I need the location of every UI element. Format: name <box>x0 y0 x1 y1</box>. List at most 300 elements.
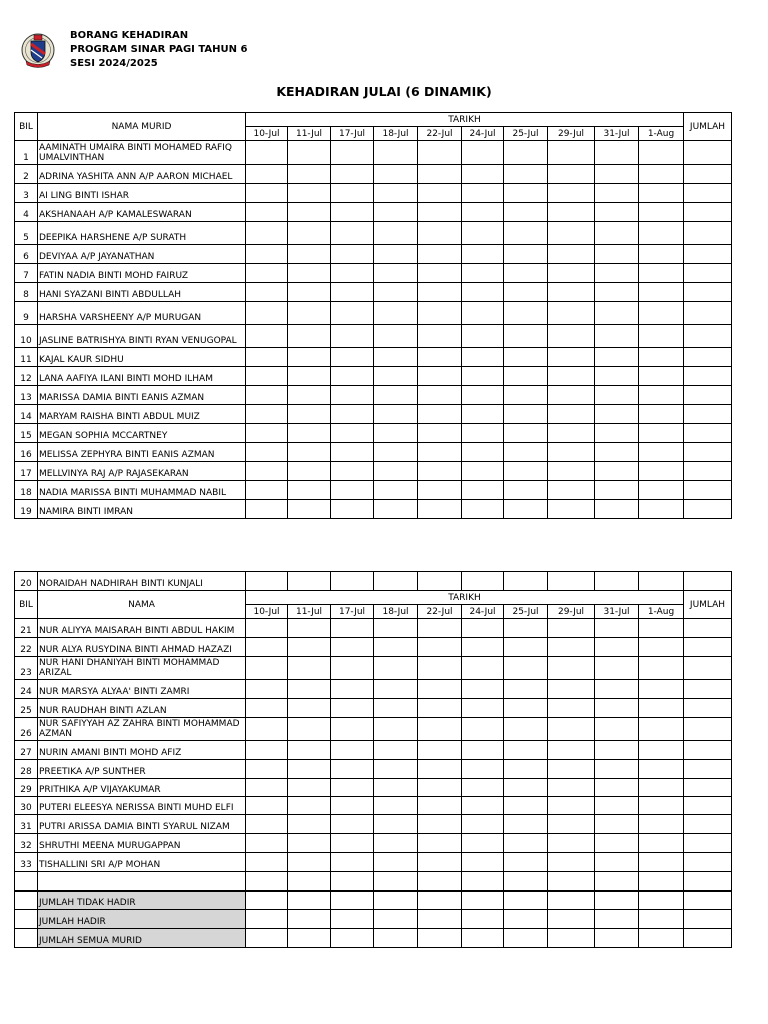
attendance-cell[interactable] <box>462 302 504 325</box>
attendance-cell[interactable] <box>548 572 595 591</box>
attendance-cell[interactable] <box>639 245 684 264</box>
attendance-cell[interactable] <box>374 325 418 348</box>
attendance-cell[interactable] <box>246 348 288 367</box>
attendance-cell[interactable] <box>288 283 331 302</box>
attendance-cell[interactable] <box>639 222 684 245</box>
attendance-cell[interactable] <box>548 680 595 699</box>
attendance-cell[interactable] <box>595 741 639 760</box>
attendance-cell[interactable] <box>331 367 374 386</box>
attendance-cell[interactable] <box>374 245 418 264</box>
attendance-cell[interactable] <box>331 815 374 834</box>
attendance-cell[interactable] <box>418 367 462 386</box>
total-cell[interactable] <box>684 283 732 302</box>
total-cell[interactable] <box>684 891 732 910</box>
attendance-cell[interactable] <box>504 699 548 718</box>
attendance-cell[interactable] <box>374 405 418 424</box>
total-cell[interactable] <box>684 367 732 386</box>
attendance-cell[interactable] <box>548 325 595 348</box>
attendance-cell[interactable] <box>418 872 462 891</box>
attendance-cell[interactable] <box>374 699 418 718</box>
total-cell[interactable] <box>684 165 732 184</box>
attendance-cell[interactable] <box>331 405 374 424</box>
attendance-cell[interactable] <box>462 325 504 348</box>
attendance-cell[interactable] <box>548 741 595 760</box>
attendance-cell[interactable] <box>595 283 639 302</box>
attendance-cell[interactable] <box>331 141 374 165</box>
attendance-cell[interactable] <box>374 302 418 325</box>
attendance-cell[interactable] <box>374 834 418 853</box>
attendance-cell[interactable] <box>246 264 288 283</box>
attendance-cell[interactable] <box>595 891 639 910</box>
attendance-cell[interactable] <box>418 348 462 367</box>
attendance-cell[interactable] <box>374 386 418 405</box>
total-cell[interactable] <box>684 699 732 718</box>
attendance-cell[interactable] <box>374 424 418 443</box>
attendance-cell[interactable] <box>331 302 374 325</box>
attendance-cell[interactable] <box>288 815 331 834</box>
attendance-cell[interactable] <box>639 797 684 815</box>
attendance-cell[interactable] <box>595 853 639 872</box>
attendance-cell[interactable] <box>595 872 639 891</box>
attendance-cell[interactable] <box>331 718 374 741</box>
attendance-cell[interactable] <box>639 619 684 638</box>
attendance-cell[interactable] <box>418 680 462 699</box>
attendance-cell[interactable] <box>595 500 639 519</box>
attendance-cell[interactable] <box>331 424 374 443</box>
attendance-cell[interactable] <box>331 348 374 367</box>
attendance-cell[interactable] <box>246 481 288 500</box>
attendance-cell[interactable] <box>504 325 548 348</box>
attendance-cell[interactable] <box>288 141 331 165</box>
attendance-cell[interactable] <box>548 797 595 815</box>
attendance-cell[interactable] <box>288 481 331 500</box>
attendance-cell[interactable] <box>288 500 331 519</box>
attendance-cell[interactable] <box>595 348 639 367</box>
attendance-cell[interactable] <box>504 405 548 424</box>
total-cell[interactable] <box>684 462 732 481</box>
attendance-cell[interactable] <box>374 203 418 222</box>
attendance-cell[interactable] <box>639 302 684 325</box>
attendance-cell[interactable] <box>418 891 462 910</box>
attendance-cell[interactable] <box>288 853 331 872</box>
attendance-cell[interactable] <box>462 872 504 891</box>
attendance-cell[interactable] <box>418 815 462 834</box>
attendance-cell[interactable] <box>462 443 504 462</box>
attendance-cell[interactable] <box>639 443 684 462</box>
attendance-cell[interactable] <box>288 165 331 184</box>
attendance-cell[interactable] <box>639 680 684 699</box>
attendance-cell[interactable] <box>331 184 374 203</box>
attendance-cell[interactable] <box>246 203 288 222</box>
attendance-cell[interactable] <box>595 443 639 462</box>
attendance-cell[interactable] <box>639 141 684 165</box>
attendance-cell[interactable] <box>504 165 548 184</box>
attendance-cell[interactable] <box>246 325 288 348</box>
attendance-cell[interactable] <box>595 302 639 325</box>
attendance-cell[interactable] <box>548 760 595 779</box>
attendance-cell[interactable] <box>331 264 374 283</box>
attendance-cell[interactable] <box>331 462 374 481</box>
attendance-cell[interactable] <box>246 741 288 760</box>
attendance-cell[interactable] <box>331 572 374 591</box>
attendance-cell[interactable] <box>548 815 595 834</box>
attendance-cell[interactable] <box>504 462 548 481</box>
attendance-cell[interactable] <box>548 302 595 325</box>
attendance-cell[interactable] <box>504 184 548 203</box>
attendance-cell[interactable] <box>418 929 462 948</box>
attendance-cell[interactable] <box>504 891 548 910</box>
attendance-cell[interactable] <box>504 386 548 405</box>
attendance-cell[interactable] <box>595 779 639 797</box>
attendance-cell[interactable] <box>331 619 374 638</box>
attendance-cell[interactable] <box>374 657 418 680</box>
attendance-cell[interactable] <box>639 203 684 222</box>
attendance-cell[interactable] <box>374 718 418 741</box>
attendance-cell[interactable] <box>288 424 331 443</box>
total-cell[interactable] <box>684 405 732 424</box>
attendance-cell[interactable] <box>504 245 548 264</box>
attendance-cell[interactable] <box>246 834 288 853</box>
attendance-cell[interactable] <box>418 462 462 481</box>
total-cell[interactable] <box>684 910 732 929</box>
attendance-cell[interactable] <box>418 718 462 741</box>
attendance-cell[interactable] <box>462 222 504 245</box>
attendance-cell[interactable] <box>246 891 288 910</box>
attendance-cell[interactable] <box>595 929 639 948</box>
attendance-cell[interactable] <box>462 741 504 760</box>
total-cell[interactable] <box>684 815 732 834</box>
attendance-cell[interactable] <box>331 797 374 815</box>
total-cell[interactable] <box>684 741 732 760</box>
attendance-cell[interactable] <box>288 657 331 680</box>
attendance-cell[interactable] <box>462 797 504 815</box>
attendance-cell[interactable] <box>288 910 331 929</box>
attendance-cell[interactable] <box>288 222 331 245</box>
attendance-cell[interactable] <box>246 572 288 591</box>
attendance-cell[interactable] <box>462 680 504 699</box>
total-cell[interactable] <box>684 245 732 264</box>
attendance-cell[interactable] <box>288 572 331 591</box>
attendance-cell[interactable] <box>288 302 331 325</box>
attendance-cell[interactable] <box>462 283 504 302</box>
attendance-cell[interactable] <box>595 367 639 386</box>
attendance-cell[interactable] <box>288 699 331 718</box>
attendance-cell[interactable] <box>595 718 639 741</box>
attendance-cell[interactable] <box>331 443 374 462</box>
attendance-cell[interactable] <box>418 405 462 424</box>
attendance-cell[interactable] <box>288 405 331 424</box>
attendance-cell[interactable] <box>639 760 684 779</box>
attendance-cell[interactable] <box>595 797 639 815</box>
total-cell[interactable] <box>684 325 732 348</box>
attendance-cell[interactable] <box>639 853 684 872</box>
attendance-cell[interactable] <box>548 141 595 165</box>
attendance-cell[interactable] <box>374 481 418 500</box>
attendance-cell[interactable] <box>595 462 639 481</box>
attendance-cell[interactable] <box>548 405 595 424</box>
attendance-cell[interactable] <box>288 348 331 367</box>
attendance-cell[interactable] <box>246 367 288 386</box>
attendance-cell[interactable] <box>504 910 548 929</box>
total-cell[interactable] <box>684 718 732 741</box>
attendance-cell[interactable] <box>418 853 462 872</box>
attendance-cell[interactable] <box>548 699 595 718</box>
attendance-cell[interactable] <box>639 264 684 283</box>
attendance-cell[interactable] <box>288 184 331 203</box>
attendance-cell[interactable] <box>331 760 374 779</box>
attendance-cell[interactable] <box>418 302 462 325</box>
attendance-cell[interactable] <box>288 760 331 779</box>
attendance-cell[interactable] <box>331 699 374 718</box>
attendance-cell[interactable] <box>374 462 418 481</box>
attendance-cell[interactable] <box>639 779 684 797</box>
attendance-cell[interactable] <box>684 572 732 591</box>
attendance-cell[interactable] <box>504 619 548 638</box>
attendance-cell[interactable] <box>288 386 331 405</box>
attendance-cell[interactable] <box>504 760 548 779</box>
attendance-cell[interactable] <box>418 500 462 519</box>
attendance-cell[interactable] <box>504 572 548 591</box>
attendance-cell[interactable] <box>595 405 639 424</box>
attendance-cell[interactable] <box>548 853 595 872</box>
attendance-cell[interactable] <box>462 699 504 718</box>
total-cell[interactable] <box>684 424 732 443</box>
attendance-cell[interactable] <box>418 572 462 591</box>
attendance-cell[interactable] <box>374 619 418 638</box>
attendance-cell[interactable] <box>548 718 595 741</box>
attendance-cell[interactable] <box>418 264 462 283</box>
attendance-cell[interactable] <box>639 834 684 853</box>
attendance-cell[interactable] <box>595 264 639 283</box>
attendance-cell[interactable] <box>462 779 504 797</box>
attendance-cell[interactable] <box>418 245 462 264</box>
attendance-cell[interactable] <box>548 929 595 948</box>
attendance-cell[interactable] <box>374 165 418 184</box>
attendance-cell[interactable] <box>246 424 288 443</box>
attendance-cell[interactable] <box>288 741 331 760</box>
attendance-cell[interactable] <box>288 891 331 910</box>
attendance-cell[interactable] <box>595 386 639 405</box>
attendance-cell[interactable] <box>246 760 288 779</box>
attendance-cell[interactable] <box>462 853 504 872</box>
attendance-cell[interactable] <box>639 815 684 834</box>
total-cell[interactable] <box>684 797 732 815</box>
attendance-cell[interactable] <box>374 891 418 910</box>
attendance-cell[interactable] <box>462 348 504 367</box>
attendance-cell[interactable] <box>504 141 548 165</box>
attendance-cell[interactable] <box>462 638 504 657</box>
attendance-cell[interactable] <box>595 481 639 500</box>
attendance-cell[interactable] <box>374 222 418 245</box>
attendance-cell[interactable] <box>374 760 418 779</box>
attendance-cell[interactable] <box>504 779 548 797</box>
attendance-cell[interactable] <box>504 741 548 760</box>
attendance-cell[interactable] <box>548 481 595 500</box>
attendance-cell[interactable] <box>548 386 595 405</box>
attendance-cell[interactable] <box>462 203 504 222</box>
attendance-cell[interactable] <box>548 891 595 910</box>
attendance-cell[interactable] <box>331 222 374 245</box>
attendance-cell[interactable] <box>246 283 288 302</box>
attendance-cell[interactable] <box>548 910 595 929</box>
attendance-cell[interactable] <box>462 815 504 834</box>
attendance-cell[interactable] <box>331 386 374 405</box>
attendance-cell[interactable] <box>331 500 374 519</box>
attendance-cell[interactable] <box>374 680 418 699</box>
attendance-cell[interactable] <box>374 500 418 519</box>
attendance-cell[interactable] <box>374 348 418 367</box>
attendance-cell[interactable] <box>639 929 684 948</box>
attendance-cell[interactable] <box>418 760 462 779</box>
total-cell[interactable] <box>684 872 732 891</box>
total-cell[interactable] <box>684 638 732 657</box>
attendance-cell[interactable] <box>246 443 288 462</box>
total-cell[interactable] <box>684 443 732 462</box>
attendance-cell[interactable] <box>504 834 548 853</box>
attendance-cell[interactable] <box>462 424 504 443</box>
attendance-cell[interactable] <box>288 718 331 741</box>
attendance-cell[interactable] <box>639 572 684 591</box>
attendance-cell[interactable] <box>331 834 374 853</box>
attendance-cell[interactable] <box>331 203 374 222</box>
attendance-cell[interactable] <box>288 929 331 948</box>
total-cell[interactable] <box>684 141 732 165</box>
attendance-cell[interactable] <box>246 184 288 203</box>
attendance-cell[interactable] <box>639 699 684 718</box>
attendance-cell[interactable] <box>288 443 331 462</box>
attendance-cell[interactable] <box>504 680 548 699</box>
attendance-cell[interactable] <box>246 929 288 948</box>
attendance-cell[interactable] <box>639 386 684 405</box>
attendance-cell[interactable] <box>418 184 462 203</box>
total-cell[interactable] <box>684 203 732 222</box>
attendance-cell[interactable] <box>246 619 288 638</box>
attendance-cell[interactable] <box>418 203 462 222</box>
attendance-cell[interactable] <box>331 872 374 891</box>
attendance-cell[interactable] <box>595 910 639 929</box>
attendance-cell[interactable] <box>548 872 595 891</box>
attendance-cell[interactable] <box>462 929 504 948</box>
attendance-cell[interactable] <box>548 245 595 264</box>
attendance-cell[interactable] <box>418 481 462 500</box>
attendance-cell[interactable] <box>374 872 418 891</box>
attendance-cell[interactable] <box>418 283 462 302</box>
attendance-cell[interactable] <box>374 141 418 165</box>
attendance-cell[interactable] <box>374 443 418 462</box>
attendance-cell[interactable] <box>639 657 684 680</box>
attendance-cell[interactable] <box>246 797 288 815</box>
attendance-cell[interactable] <box>504 264 548 283</box>
attendance-cell[interactable] <box>418 910 462 929</box>
attendance-cell[interactable] <box>374 264 418 283</box>
attendance-cell[interactable] <box>374 779 418 797</box>
attendance-cell[interactable] <box>331 741 374 760</box>
attendance-cell[interactable] <box>246 657 288 680</box>
attendance-cell[interactable] <box>504 348 548 367</box>
attendance-cell[interactable] <box>639 872 684 891</box>
attendance-cell[interactable] <box>331 283 374 302</box>
attendance-cell[interactable] <box>288 619 331 638</box>
attendance-cell[interactable] <box>331 853 374 872</box>
attendance-cell[interactable] <box>418 141 462 165</box>
attendance-cell[interactable] <box>595 325 639 348</box>
attendance-cell[interactable] <box>504 500 548 519</box>
attendance-cell[interactable] <box>639 638 684 657</box>
attendance-cell[interactable] <box>374 638 418 657</box>
attendance-cell[interactable] <box>418 165 462 184</box>
attendance-cell[interactable] <box>548 424 595 443</box>
attendance-cell[interactable] <box>504 283 548 302</box>
attendance-cell[interactable] <box>418 424 462 443</box>
attendance-cell[interactable] <box>462 141 504 165</box>
attendance-cell[interactable] <box>331 245 374 264</box>
attendance-cell[interactable] <box>374 184 418 203</box>
attendance-cell[interactable] <box>639 481 684 500</box>
attendance-cell[interactable] <box>462 891 504 910</box>
attendance-cell[interactable] <box>246 405 288 424</box>
attendance-cell[interactable] <box>331 779 374 797</box>
attendance-cell[interactable] <box>504 638 548 657</box>
attendance-cell[interactable] <box>462 481 504 500</box>
attendance-cell[interactable] <box>639 325 684 348</box>
attendance-cell[interactable] <box>462 834 504 853</box>
attendance-cell[interactable] <box>331 910 374 929</box>
attendance-cell[interactable] <box>331 929 374 948</box>
attendance-cell[interactable] <box>418 619 462 638</box>
attendance-cell[interactable] <box>595 760 639 779</box>
attendance-cell[interactable] <box>246 779 288 797</box>
attendance-cell[interactable] <box>462 405 504 424</box>
attendance-cell[interactable] <box>331 657 374 680</box>
attendance-cell[interactable] <box>595 424 639 443</box>
attendance-cell[interactable] <box>639 500 684 519</box>
attendance-cell[interactable] <box>639 891 684 910</box>
attendance-cell[interactable] <box>504 657 548 680</box>
attendance-cell[interactable] <box>246 872 288 891</box>
attendance-cell[interactable] <box>418 657 462 680</box>
attendance-cell[interactable] <box>548 283 595 302</box>
attendance-cell[interactable] <box>374 797 418 815</box>
attendance-cell[interactable] <box>246 699 288 718</box>
attendance-cell[interactable] <box>595 680 639 699</box>
attendance-cell[interactable] <box>418 325 462 348</box>
attendance-cell[interactable] <box>462 910 504 929</box>
attendance-cell[interactable] <box>504 929 548 948</box>
attendance-cell[interactable] <box>462 386 504 405</box>
attendance-cell[interactable] <box>462 572 504 591</box>
attendance-cell[interactable] <box>548 638 595 657</box>
attendance-cell[interactable] <box>288 245 331 264</box>
attendance-cell[interactable] <box>504 302 548 325</box>
attendance-cell[interactable] <box>548 657 595 680</box>
total-cell[interactable] <box>684 657 732 680</box>
attendance-cell[interactable] <box>595 657 639 680</box>
attendance-cell[interactable] <box>595 834 639 853</box>
attendance-cell[interactable] <box>504 424 548 443</box>
attendance-cell[interactable] <box>595 699 639 718</box>
attendance-cell[interactable] <box>246 680 288 699</box>
attendance-cell[interactable] <box>504 222 548 245</box>
attendance-cell[interactable] <box>595 619 639 638</box>
total-cell[interactable] <box>684 386 732 405</box>
attendance-cell[interactable] <box>548 500 595 519</box>
attendance-cell[interactable] <box>246 141 288 165</box>
total-cell[interactable] <box>684 929 732 948</box>
attendance-cell[interactable] <box>504 443 548 462</box>
attendance-cell[interactable] <box>548 348 595 367</box>
attendance-cell[interactable] <box>548 203 595 222</box>
attendance-cell[interactable] <box>595 184 639 203</box>
